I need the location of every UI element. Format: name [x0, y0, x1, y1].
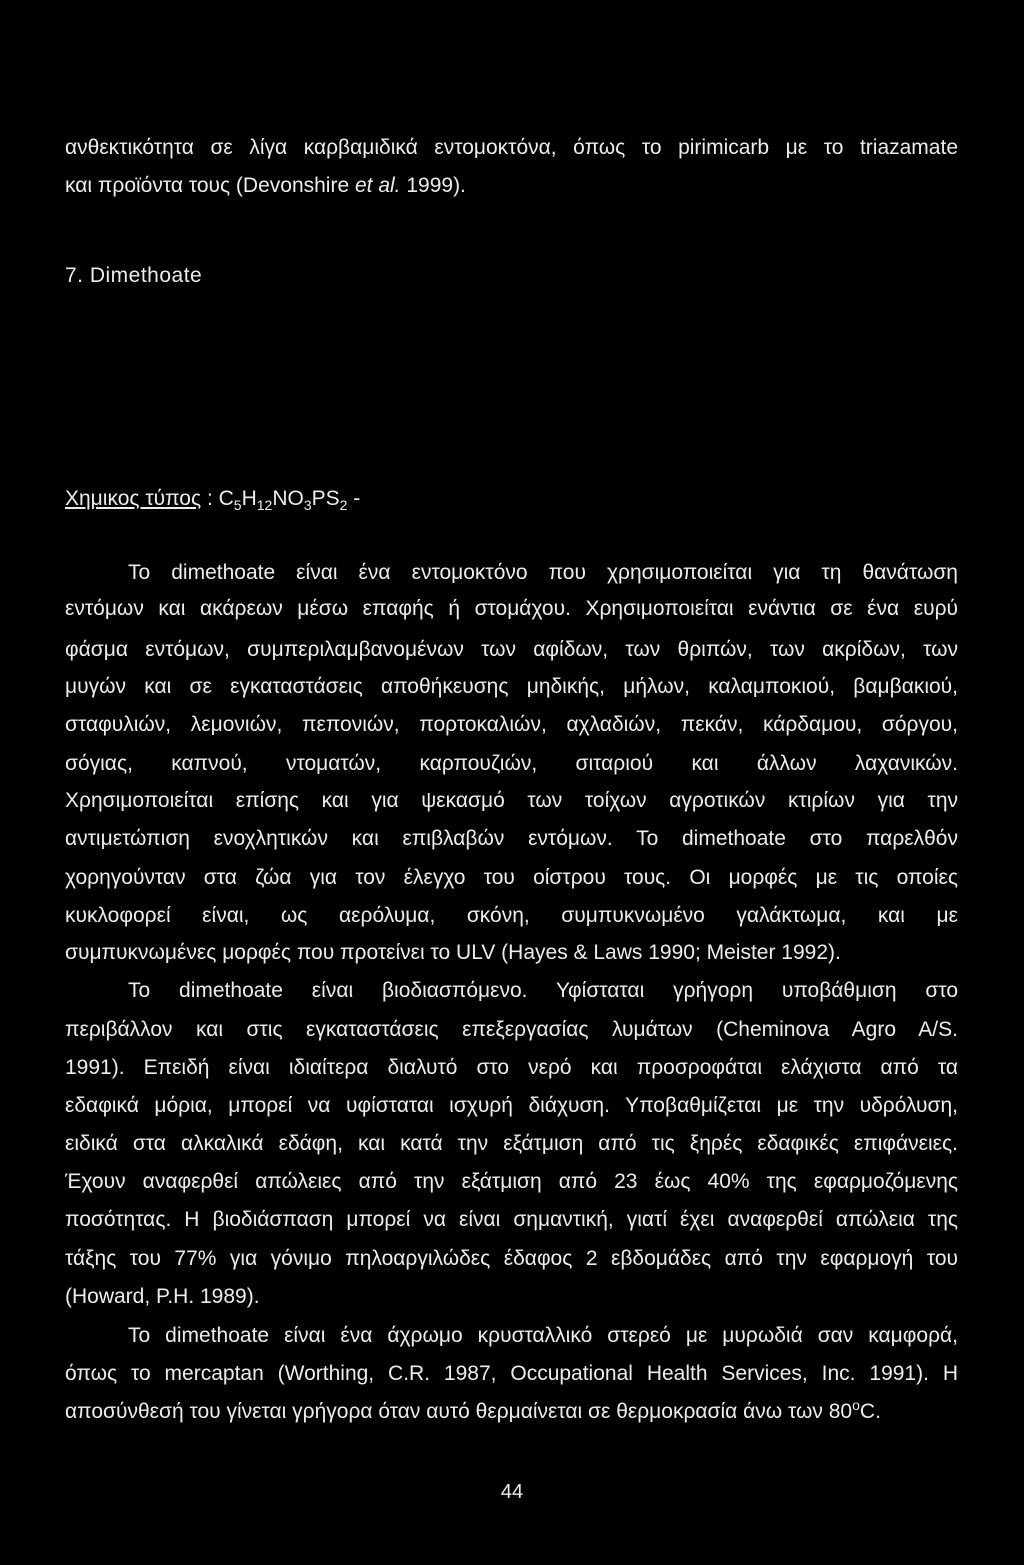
formula-h: H	[241, 487, 257, 510]
intro-line-2-tail: 1999).	[400, 174, 466, 197]
formula-c-count: 5	[233, 497, 242, 514]
para3-line-3-text: αποσύνθεσή του γίνεται γρήγορα όταν αυτό θερμαίνεται σε θερμοκρασία άνω των 80	[65, 1400, 853, 1423]
para1-line-5: σταφυλιών, λεμονιών, πεπονιών, πορτοκαλιών, αχλαδιών, πεκάν, κάρδαμου, σόργου,	[65, 713, 958, 736]
para1-line-11: συμπυκνωμένες μορφές που προτείνει το ULV (Hayes & Laws 1990; Meister 1992).	[65, 941, 841, 964]
chemical-formula	[65, 487, 958, 514]
para2-line-8: τάξης του 77% για γόνιμο πηλοαργιλώδες έδαφος 2 εβδομάδες από την εφαρμογή του	[65, 1247, 958, 1270]
para1-line-9: χορηγούνταν στα ζώα για τον έλεγχο του οίστρου τους. Οι μορφές με τις οποίες	[65, 866, 958, 889]
para1-line-2: εντόμων και ακάρεων μέσω επαφής ή στομάχου. Χρησιμοποιείται ενάντια σε ένα ευρύ	[65, 597, 958, 620]
formula-c: C	[218, 487, 234, 510]
para1-line-8: αντιμετώπιση ενοχλητικών και επιβλαβών εντόμων. Το dimethoate στο παρελθόν	[65, 827, 958, 850]
intro-line-1: ανθεκτικότητα σε λίγα καρβαμιδικά εντομοκτόνα, όπως το pirimicarb με το triazamate	[65, 136, 958, 159]
para2-line-3: 1991). Επειδή είναι ιδιαίτερα διαλυτό στο νερό και προσροφάται ελάχιστα από τα	[65, 1056, 958, 1079]
intro-line-2-text: και προϊόντα τους (Devonshire	[65, 174, 355, 197]
page-number: 44	[500, 1481, 524, 1503]
degree-symbol: o	[852, 1397, 860, 1413]
formula-tail: -	[347, 487, 361, 510]
para1-line-4: μυγών και σε εγκαταστάσεις αποθήκευσης μηδικής, μήλων, καλαμποκιού, βαμβακιού,	[65, 675, 958, 698]
para1-line-1: Το dimethoate είναι ένα εντομοκτόνο που χρησιμοποιείται για τη θανάτωση	[128, 561, 958, 584]
para1-line-7: Χρησιμοποιείται επίσης και για ψεκασμό των τοίχων αγροτικών κτιρίων για την	[65, 789, 958, 812]
et-al: et al.	[354, 174, 401, 197]
para2-line-1: Το dimethoate είναι βιοδιασπόμενο. Υφίσταται γρήγορη υποβάθμιση στο	[128, 979, 958, 1002]
formula-no: NO	[272, 487, 304, 510]
intro-line-2	[65, 174, 958, 198]
formula-s-count: 2	[339, 497, 348, 514]
formula-ps: PS	[311, 487, 340, 510]
para2-line-4: εδαφικά μόρια, μπορεί να υφίσταται ισχυρή διάχυση. Υποβαθμίζεται με την υδρόλυση,	[65, 1094, 958, 1117]
para2-line-9: (Howard, P.H. 1989).	[65, 1285, 260, 1308]
para2-line-7: ποσότητας. Η βιοδιάσπαση μπορεί να είναι σημαντική, γιατί έχει αναφερθεί απώλεια της	[65, 1208, 958, 1231]
para2-line-5: ειδικά στα αλκαλικά εδάφη, και κατά την εξάτμιση από τις ξηρές εδαφικές επιφάνειες.	[65, 1132, 958, 1155]
para1-line-6: σόγιας, καπνού, ντοματών, καρπουζιών, σιταριού και άλλων λαχανικών.	[65, 752, 958, 775]
para3-line-3-tail: C.	[859, 1400, 881, 1423]
para3-line-3	[65, 1397, 958, 1424]
para2-line-6: Έχουν αναφερθεί απώλειες από την εξάτμιση από 23 έως 40% της εφαρμοζόμενης	[65, 1170, 958, 1193]
formula-sep: :	[201, 487, 219, 510]
para3-line-2: όπως το mercaptan (Worthing, C.R. 1987, Occupational Health Services, Inc. 1991). Η	[65, 1362, 958, 1385]
formula-label: Χημικος τύπος	[65, 487, 202, 510]
para2-line-2: περιβάλλον και στις εγκαταστάσεις επεξεργασίας λυμάτων (Cheminova Agro A/S.	[65, 1018, 958, 1041]
formula-o-count: 3	[303, 497, 312, 514]
para1-line-3: φάσμα εντόμων, συμπεριλαμβανομένων των αφίδων, των θριπών, των ακρίδων, των	[65, 638, 958, 661]
para1-line-10: κυκλοφορεί είναι, ως αερόλυμα, σκόνη, συμπυκνωμένο γαλάκτωμα, και με	[65, 904, 958, 927]
para3-line-1: Το dimethoate είναι ένα άχρωμο κρυσταλλικό στερεό με μυρωδιά σαν καμφορά,	[128, 1324, 958, 1347]
formula-h-count: 12	[256, 497, 273, 514]
section-heading: 7. Dimethoate	[65, 264, 203, 287]
